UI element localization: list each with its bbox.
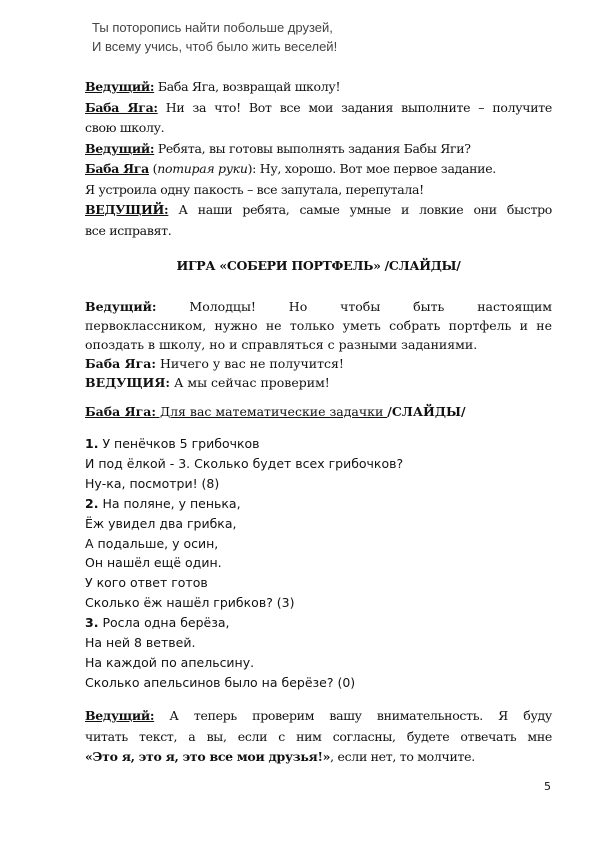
dialogue-line xyxy=(85,404,552,419)
speaker: Баба Яга: xyxy=(85,356,156,371)
riddle-line: А подальше, у осин, xyxy=(85,535,219,551)
speaker: Ведущий: xyxy=(85,140,155,156)
riddle-line: На ней 8 ветвей. xyxy=(85,635,196,651)
stage-direction: потирая руки xyxy=(157,161,248,176)
line-text: Баба Яга, возвращай школу! xyxy=(154,79,341,94)
speaker: Ведущий: xyxy=(85,79,155,94)
riddle-line: Он нашёл ещё один. xyxy=(85,555,222,571)
riddle-number: 1. xyxy=(85,436,99,451)
riddle-number: 3. xyxy=(85,615,99,631)
dialogue-line: читать текст, а вы, если с ним согласны, будете отвечать мне xyxy=(85,728,552,744)
riddle-line xyxy=(85,613,552,633)
dialogue-line xyxy=(85,747,552,768)
speaker: ВЕДУЩИЙ: xyxy=(85,202,169,217)
speaker: Баба Яга xyxy=(85,161,149,176)
riddle-text: Росла одна берёза, xyxy=(102,615,230,631)
line-text: Ребята, вы готовы выполнять задания Бабы Яги? xyxy=(154,140,471,156)
speaker: Баба Яга: xyxy=(85,404,156,419)
riddle-line: Сколько апельсинов было на берёзе? (0) xyxy=(85,674,356,690)
speaker: Баба Яга: xyxy=(85,99,158,115)
riddle-text: На поляне, у пенька, xyxy=(102,495,241,511)
dialogue-line xyxy=(85,200,552,221)
riddle-text: У пенёчков 5 грибочков xyxy=(102,436,260,451)
riddle-line: На каждой по апельсину. xyxy=(85,654,255,670)
speaker: Ведущий: xyxy=(85,299,157,314)
dialogue-line: свою школу. xyxy=(85,120,165,135)
riddle-line: И под ёлкой - 3. Сколько будет всех грибочков? xyxy=(85,455,404,471)
line-text: А мы сейчас проверим! xyxy=(169,375,330,390)
line-text: А наши ребята, самые умные и ловкие они быстро xyxy=(168,202,552,217)
riddle-line: Сколько ёж нашёл грибков? (3) xyxy=(85,595,295,611)
line-text: ( xyxy=(148,161,158,176)
riddle-line xyxy=(85,494,552,514)
line-text: Для вас математические задачки xyxy=(155,404,388,419)
riddles xyxy=(85,434,552,693)
dialogue-line: первоклассником, нужно не только уметь собрать портфель и не xyxy=(85,318,552,333)
section-heading: ИГРА «СОБЕРИ ПОРТФЕЛЬ» /СЛАЙДЫ/ xyxy=(176,258,461,273)
line-text: Ничего у вас не получится! xyxy=(155,356,344,371)
dialogue-line xyxy=(85,159,552,180)
riddle-line xyxy=(85,434,552,454)
line-text: Ни за что! Вот все мои задания выполните – получите xyxy=(157,99,552,115)
slides-tag: /СЛАЙДЫ/ xyxy=(387,404,466,419)
epigraph-line: И всему учись, чтоб было жить веселей! xyxy=(92,39,338,54)
line-text: ): Ну, хорошо. Вот мое первое задание. xyxy=(247,161,496,176)
speaker: Ведущий: xyxy=(85,708,155,723)
dialogue-line xyxy=(85,98,552,119)
dialogue-block-3 xyxy=(85,706,552,768)
page-number: 5 xyxy=(544,780,551,793)
dialogue-line xyxy=(85,354,552,373)
dialogue-line xyxy=(85,373,552,392)
riddle-line: Ну-ка, посмотри! (8) xyxy=(85,475,220,491)
dialogue-line xyxy=(85,139,552,160)
dialogue-line xyxy=(85,706,552,727)
dialogue-line xyxy=(85,297,552,316)
task-intro xyxy=(85,404,552,419)
dialogue-line: опоздать в школу, но и справляться с разными заданиями. xyxy=(85,337,478,352)
line-text: , если нет, то молчите. xyxy=(330,749,475,764)
dialogue-line: Я устроила одну пакость – все запутала, перепутала! xyxy=(85,181,424,197)
riddle-number: 2. xyxy=(85,495,99,511)
riddle-line: Ёж увидел два грибка, xyxy=(85,515,237,531)
dialogue-block-2 xyxy=(85,297,552,392)
dialogue-line: все исправят. xyxy=(85,222,172,238)
speaker: ВЕДУЩИЯ: xyxy=(85,375,170,390)
dialogue-block-1 xyxy=(85,77,552,241)
epigraph-line: Ты поторопись найти побольше друзей, xyxy=(92,20,333,35)
line-text: А теперь проверим вашу внимательность. Я буду xyxy=(154,708,552,723)
line-text: Молодцы! Но чтобы быть настоящим xyxy=(156,299,552,314)
dialogue-line xyxy=(85,77,552,98)
riddle-line: У кого ответ готов xyxy=(85,575,208,591)
epigraph xyxy=(92,18,532,56)
chant: «Это я, это я, это все мои друзья!» xyxy=(85,749,331,764)
